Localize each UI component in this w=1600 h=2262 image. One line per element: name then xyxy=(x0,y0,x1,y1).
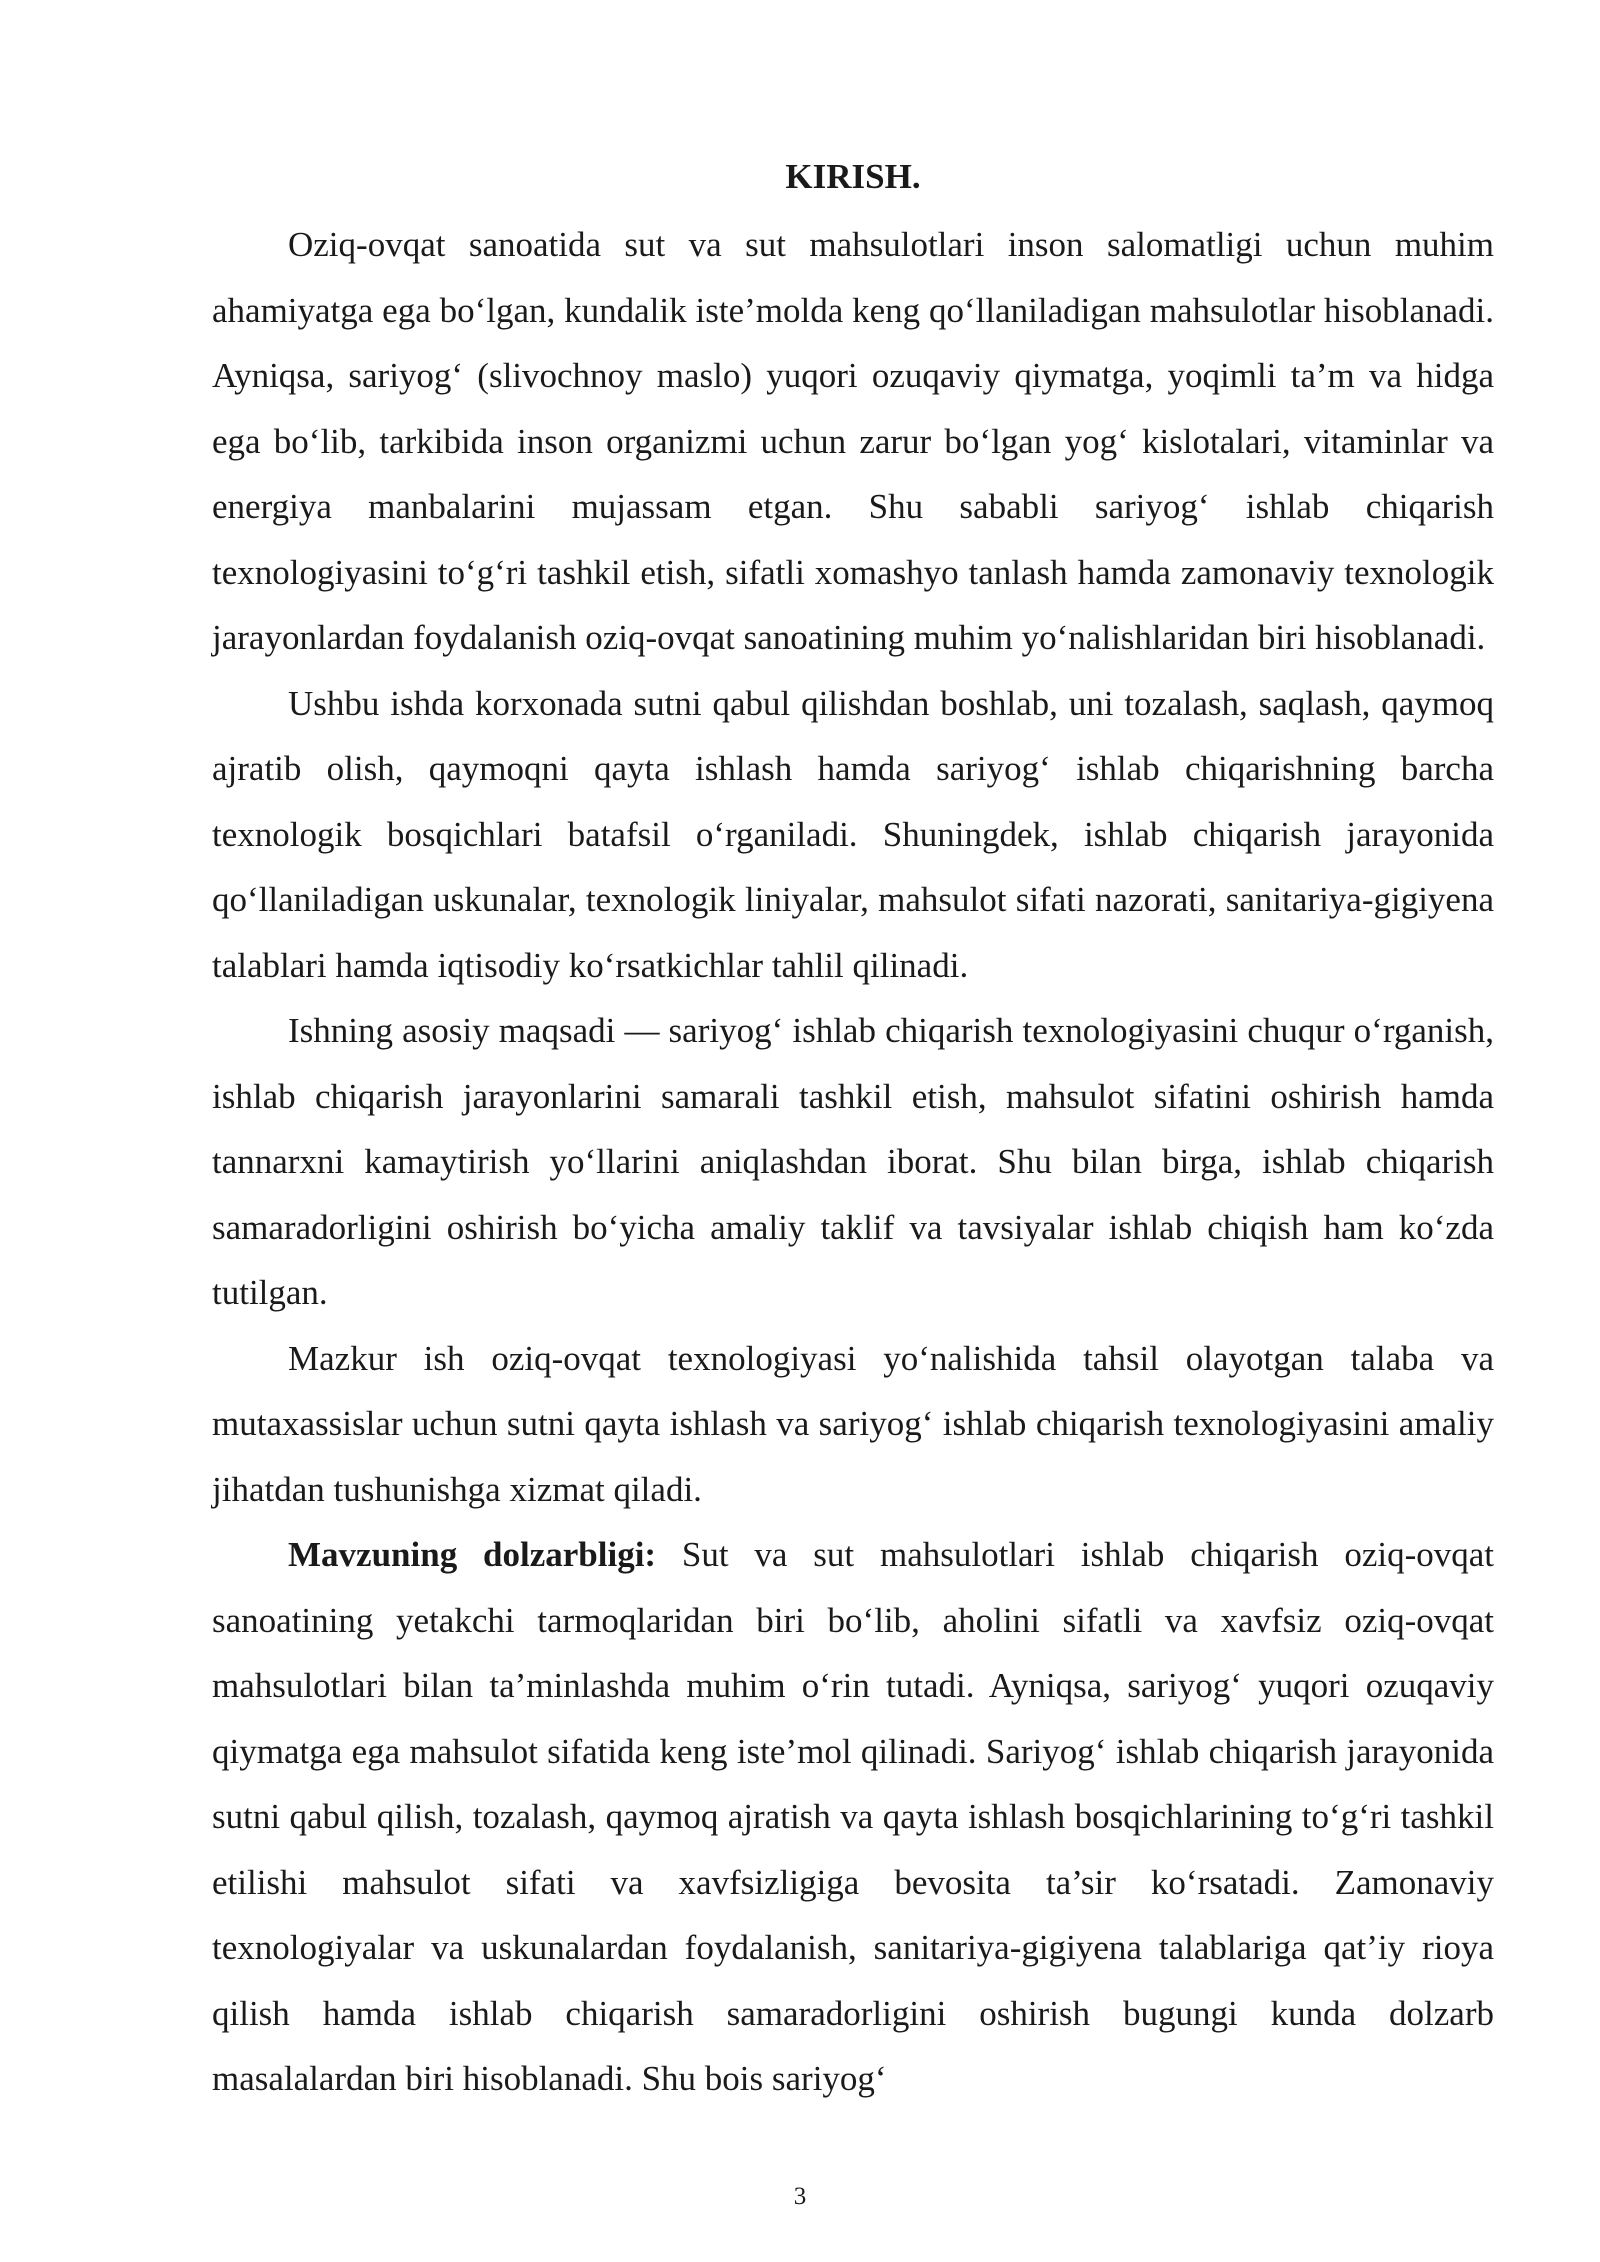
paragraph-audience: Mazkur ish oziq-ovqat texnologiyasi yo‘nalishida tahsil olayotgan talaba va mutaxassislar uchun sutni qayta ishlash va sariyog‘ ishlab chiqarish texnologiyasini amaliy jihatdan tushunishga xizmat qiladi. xyxy=(212,1338,1494,1509)
paragraph-relevance xyxy=(212,1522,1494,2112)
paragraph-goal: Ishning asosiy maqsadi — sariyog‘ ishlab chiqarish texnologiyasini chuqur o‘rganish, ishlab chiqarish jarayonlarini samarali tashkil etish, mahsulot sifatini oshirish hamda tannarxni kamaytirish yo‘llarini aniqlashdan iborat. Shu bilan birga, ishlab chiqarish samaradorligini oshirish bo‘yicha amaliy taklif va tavsiyalar ishlab chiqish ham ko‘zda tutilgan. xyxy=(212,1011,1494,1312)
relevance-text: Sut va sut mahsulotlari ishlab chiqarish oziq-ovqat sanoatining yetakchi tarmoqlaridan biri bo‘lib, aholini sifatli va xavfsiz oziq-ovqat mahsulotlari bilan ta’minlashda muhim o‘rin tutadi. Ayniqsa, sariyog‘ yuqori ozuqaviy qiymatga ega mahsulot sifatida keng iste’mol qilinadi. Sariyog‘ ishlab chiqarish jarayonida sutni qabul qilish, tozalash, qaymoq ajratish va qayta ishlash bosqichlarining to‘g‘ri tashkil etilishi mahsulot sifati va xavfsizligiga bevosita ta’sir ko‘rsatadi. Zamonaviy texnologiyalar va uskunalardan foydalanish, sanitariya-gigiyena talablariga qat’iy rioya qilish hamda ishlab chiqarish samaradorligini oshirish bugungi kunda dolzarb masalalardan biri hisoblanadi. Shu bois sariyog‘ xyxy=(212,1535,1494,2098)
paragraph-intro: Oziq-ovqat sanoatida sut va sut mahsulotlari inson salomatligi uchun muhim ahamiyatga ega bo‘lgan, kundalik iste’molda keng qo‘llaniladigan mahsulotlar hisoblanadi. Ayniqsa, sariyog‘ (slivochnoy maslo) yuqori ozuqaviy qiymatga, yoqimli ta’m va hidga ega bo‘lib, tarkibida inson organizmi uchun zarur bo‘lgan yog‘ kislotalari, vitaminlar va energiya manbalarini mujassam etgan. Shu sababli sariyog‘ ishlab chiqarish texnologiyasini to‘g‘ri tashkil etish, sifatli xomashyo tanlash hamda zamonaviy texnologik jarayonlardan foydalanish oziq-ovqat sanoatining muhim yo‘nalishlaridan biri hisoblanadi. xyxy=(212,225,1494,657)
paragraph-scope: Ushbu ishda korxonada sutni qabul qilishdan boshlab, uni tozalash, saqlash, qaymoq ajratib olish, qaymoqni qayta ishlash hamda sariyog‘ ishlab chiqarishning barcha texnologik bosqichlari batafsil o‘rganiladi. Shuningdek, ishlab chiqarish jarayonida qo‘llaniladigan uskunalar, texnologik liniyalar, mahsulot sifati nazorati, sanitariya-gigiyena talablari hamda iqtisodiy ko‘rsatkichlar tahlil qilinadi. xyxy=(212,683,1494,985)
page-number: 3 xyxy=(793,2183,807,2210)
document-page xyxy=(212,150,1494,2112)
page-title: KIRISH. xyxy=(785,157,921,196)
relevance-heading: Mavzuning dolzarbligi: xyxy=(288,1535,657,1574)
